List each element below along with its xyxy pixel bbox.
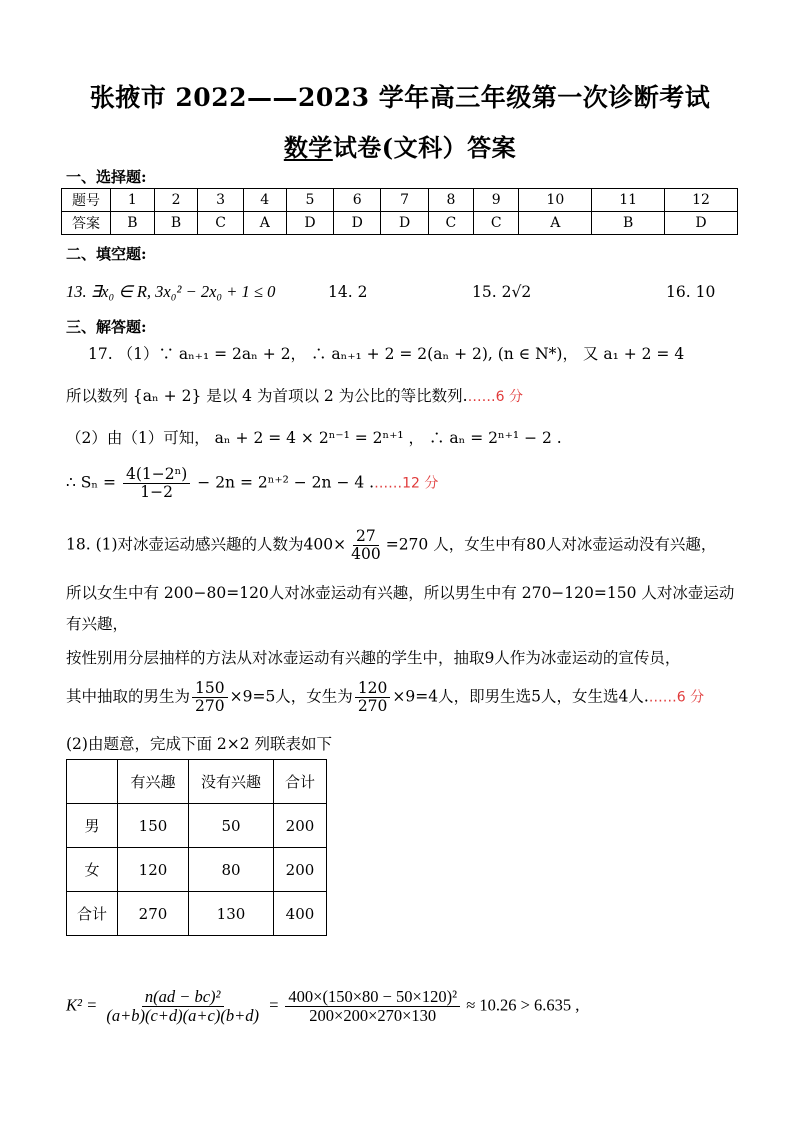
answer-cell: C <box>428 212 473 235</box>
score-mark: ……12 分 <box>374 475 439 492</box>
k2-lhs: K² = <box>66 995 98 1015</box>
fraction-denominator: 1−2 <box>140 483 174 502</box>
contingency-header: 没有兴趣 <box>189 760 274 804</box>
q17-line-4 <box>66 466 438 501</box>
answer-table-number-row <box>62 189 738 212</box>
q18-line-6: (2)由题意，完成下面 2×2 列联表如下 <box>66 735 333 753</box>
k2-fraction-general <box>103 988 262 1025</box>
fraction-denominator: 270 <box>195 697 225 716</box>
fraction-denominator: (a+b)(c+d)(a+c)(b+d) <box>106 1006 259 1026</box>
k2-equals: = <box>268 995 280 1015</box>
answer-cell: C <box>198 212 243 235</box>
contingency-cell: 400 <box>274 892 327 936</box>
fraction-denominator: 200×200×270×130 <box>309 1006 437 1026</box>
question-number: 7 <box>381 189 428 212</box>
k2-fraction-values <box>285 988 460 1025</box>
contingency-row-label: 女 <box>67 848 118 892</box>
q18-line-1 <box>66 528 716 563</box>
answer-cell: D <box>334 212 381 235</box>
contingency-row-label: 男 <box>67 804 118 848</box>
fraction-denominator: 400 <box>351 545 381 564</box>
question-number: 5 <box>286 189 333 212</box>
contingency-cell: 120 <box>118 848 189 892</box>
row-header-answer: 答案 <box>62 212 111 235</box>
q18-line-3: 有兴趣， <box>66 615 129 633</box>
fraction-numerator: 27 <box>353 528 379 546</box>
q17-line-1: 17. （1）∵ aₙ₊₁ = 2aₙ + 2， ∴ aₙ₊₁ + 2 = 2(aₙ + 2), (n ∈ N*)， 又 a₁ + 2 = 4 <box>88 345 685 363</box>
contingency-cell: 150 <box>118 804 189 848</box>
q18-line-5 <box>66 680 704 715</box>
answer-cell: A <box>519 212 592 235</box>
fill-answer-15: 15. 2√2 <box>472 283 532 301</box>
answer-cell: D <box>381 212 428 235</box>
subtitle-underlined: 数学 <box>283 133 333 162</box>
contingency-cell: 200 <box>274 804 327 848</box>
page-subtitle <box>0 128 800 163</box>
question-number: 3 <box>198 189 243 212</box>
answer-cell: B <box>592 212 665 235</box>
question-number: 9 <box>474 189 519 212</box>
subtitle-rest: 试卷(文科）答案 <box>332 133 517 162</box>
q17-line-2 <box>66 384 523 406</box>
answer-cell: C <box>474 212 519 235</box>
q18-line-2: 所以女生中有 200−80=120人对冰壶运动有兴趣，所以男生中有 270−120=150 人对冰壶运动 <box>66 584 735 602</box>
question-number: 10 <box>519 189 592 212</box>
contingency-cell: 80 <box>189 848 274 892</box>
fraction-numerator: 400×(150×80 − 50×120)² <box>285 988 460 1007</box>
contingency-header-row <box>67 760 327 804</box>
contingency-row-label: 合计 <box>67 892 118 936</box>
answer-cell: A <box>243 212 286 235</box>
contingency-header: 合计 <box>274 760 327 804</box>
q18-line-5-c: ×9=4人，即男生选5人，女生选4人. <box>392 687 649 706</box>
answer-table-answer-row <box>62 212 738 235</box>
contingency-table <box>66 759 327 936</box>
question-number: 8 <box>428 189 473 212</box>
q17-sum-suffix: − 2n = 2ⁿ⁺² − 2n − 4 . <box>197 473 375 492</box>
q18-line-5-a: 其中抽取的男生为 <box>66 687 191 706</box>
contingency-cell: 200 <box>274 848 327 892</box>
question-number: 1 <box>111 189 155 212</box>
fraction-numerator: 4(1−2ⁿ) <box>123 466 190 484</box>
q18-line-4: 按性别用分层抽样的方法从对冰壶运动有兴趣的学生中，抽取9人作为冰壶运动的宣传员， <box>66 649 681 667</box>
fraction-denominator: 270 <box>357 697 388 716</box>
contingency-corner <box>67 760 118 804</box>
fill-answer-13: 13. ∃x₀ ∈ R, 3x₀² − 2x₀ + 1 ≤ 0 <box>66 282 276 301</box>
answer-cell: D <box>665 212 738 235</box>
section-solve: 三、解答题: <box>66 318 147 336</box>
page-title: 张掖市 2022——2023 学年高三年级第一次诊断考试 <box>89 83 711 112</box>
answer-cell: B <box>111 212 155 235</box>
question-number: 4 <box>243 189 286 212</box>
q17-sum-fraction <box>123 466 190 501</box>
k2-formula <box>66 988 579 1025</box>
fraction-numerator: 120 <box>355 680 391 698</box>
fraction-numerator: n(ad − bc)² <box>142 988 224 1007</box>
q18-fraction-male <box>192 680 228 715</box>
k2-result: ≈ 10.26 > 6.635 , <box>466 995 580 1015</box>
answer-cell: B <box>154 212 198 235</box>
q18-fraction-interest <box>348 528 384 563</box>
contingency-row <box>67 848 327 892</box>
q18-line-1-b: =270 人，女生中有80人对冰壶运动没有兴趣， <box>385 535 717 554</box>
fraction-numerator: 150 <box>192 680 228 698</box>
question-number: 11 <box>592 189 665 212</box>
section-choice: 一、选择题: <box>66 168 147 186</box>
score-mark: ……6 分 <box>648 689 705 706</box>
question-number: 6 <box>334 189 381 212</box>
contingency-row <box>67 892 327 936</box>
row-header-number: 题号 <box>62 189 111 212</box>
question-number: 12 <box>665 189 738 212</box>
q17-line-3: （2）由（1）可知， aₙ + 2 = 4 × 2ⁿ⁻¹ = 2ⁿ⁺¹ ， ∴ aₙ = 2ⁿ⁺¹ − 2 . <box>66 429 562 447</box>
section-fill: 二、填空题: <box>66 245 147 263</box>
contingency-cell: 130 <box>189 892 274 936</box>
question-number: 2 <box>154 189 198 212</box>
q18-line-5-b: ×9=5人，女生为 <box>229 687 353 706</box>
contingency-cell: 270 <box>118 892 189 936</box>
contingency-row <box>67 804 327 848</box>
fill-answer-16: 16. 10 <box>666 283 716 301</box>
q18-line-1-a: 18. (1)对冰壶运动感兴趣的人数为400× <box>66 535 347 554</box>
score-mark: ……6 分 <box>467 389 523 405</box>
answer-cell: D <box>286 212 333 235</box>
contingency-header: 有兴趣 <box>118 760 189 804</box>
fill-answer-14: 14. 2 <box>328 283 368 301</box>
q17-sum-prefix: ∴ Sₙ = <box>66 473 117 492</box>
answer-table <box>61 188 738 235</box>
q17-line-2-text: 所以数列 {aₙ + 2} 是以 4 为首项以 2 为公比的等比数列. <box>66 387 468 405</box>
contingency-cell: 50 <box>189 804 274 848</box>
q18-fraction-female <box>355 680 391 715</box>
